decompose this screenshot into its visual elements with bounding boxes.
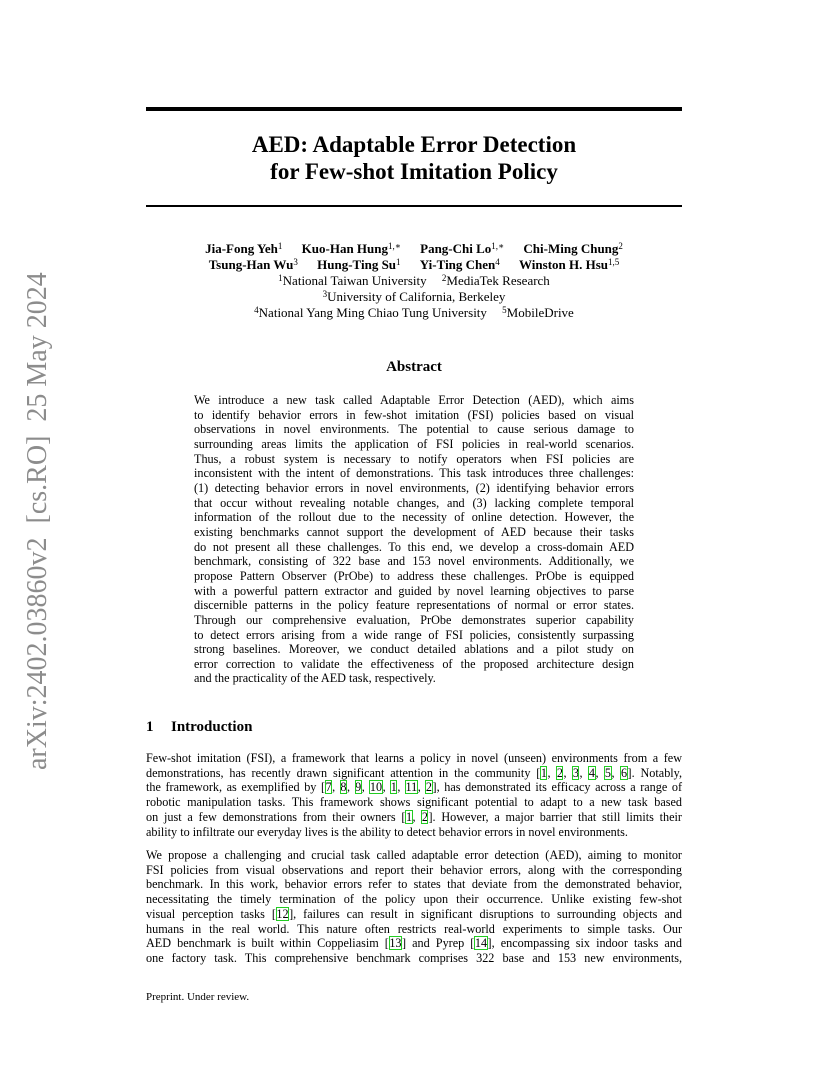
paragraph-line: demonstrations, has recently drawn significant attention in the community [1, 2, 3, 4, 5, 6]. Notably, [146,765,683,780]
abstract-line: discernible patterns in the policy feature representations of normal or error states. [194,598,634,613]
title-top-rule [146,107,682,111]
arxiv-identifier: arXiv:2402.03860v2 [cs.RO] 25 May 2024 [22,272,53,770]
citation-link[interactable]: 8 [340,780,347,795]
paper-title [146,131,682,185]
paragraph-line: ability to infiltrate our everyday lives is the ability to detect behavior errors in novel environments. [146,824,628,839]
citation-link[interactable]: 6 [620,765,628,780]
citation-link[interactable]: 2 [425,780,433,795]
citation-link[interactable]: 9 [355,780,362,795]
abstract-line: information of the rollout due to the necessity of online detection. However, the [194,510,634,525]
abstract-line: inconsistent with the intent of demonstrations. This task introduces three challenges: [194,466,634,481]
intro-paragraph-1 [146,751,682,839]
citation-link[interactable]: 4 [588,765,595,780]
intro-paragraph-2 [146,848,682,966]
author-block [146,241,682,321]
citation-link[interactable]: 13 [389,936,402,951]
citation-link[interactable]: 1 [540,765,547,780]
paragraph-line: necessitating the timely termination of the policy upon their occurrence. Unlike existing few-shot [146,892,682,907]
abstract-line: to detect errors arising from a wide range of FSI policies, consistently surpassing [194,627,634,642]
abstract-line: surrounding areas limits the application of FSI policies in real-world scenarios. [194,436,634,451]
citation-link[interactable]: 1 [390,780,397,795]
affiliation: $^4$National Yang Ming Chiao Tung University [254,305,487,320]
affiliation-row-2 [146,289,682,305]
citation-link[interactable]: 10 [369,780,383,795]
paragraph-line: on just a few demonstrations from their owners [1, 2]. However, a major barrier that still limits their [146,809,682,824]
affiliation: $^2$MediaTek Research [441,273,550,288]
citation-link[interactable]: 12 [276,906,289,921]
paragraph-line: the framework, as exemplified by [7, 8, 9, 10, 1, 11, 2], has demonstrated its efficacy across a range of [146,780,683,795]
paragraph-line: We propose a challenging and crucial task called adaptable error detection (AED), aiming to monitor [146,848,682,862]
author-row-1 [146,241,682,257]
abstract-line: We introduce a new task called Adaptable Error Detection (AED), which aims [194,393,634,407]
abstract-line: Through our comprehensive evaluation, PrObe demonstrates superior capability [194,612,634,627]
affiliation: $^5$MobileDrive [502,305,574,320]
author: Hung-Ting Su$^1$ [317,257,401,272]
title-line-1: AED: Adaptable Error Detection [251,132,577,157]
abstract-line: to identify behavior errors in few-shot imitation (FSI) policies based on visual [194,407,634,422]
affiliation: $^3$University of California, Berkeley [322,289,506,304]
paragraph-line: AED benchmark is built within Coppeliasim [13] and Pyrep [14], encompassing six indoor tasks and [146,936,682,951]
abstract-body [194,393,634,686]
abstract-line: do not present all these challenges. To this end, we develop a cross-domain AED [194,539,634,554]
author: Tsung-Han Wu$^3$ [208,257,298,272]
paragraph-line: robotic manipulation tasks. This framework shows significant potential to adapt to a new task based [146,795,682,810]
abstract-line: strong baselines. Moreover, we conduct detailed ablations and a pilot study on [194,642,634,657]
section-number: 1 [146,719,154,735]
affiliation-row-3 [146,305,682,321]
abstract-line: that occur without revealing notable changes, and (3) lacking complete temporal [194,495,634,510]
paragraph-line: FSI policies from visual observations and report their behavior errors, along with the corresponding [146,862,682,877]
paragraph-line: Few-shot imitation (FSI), a framework that learns a policy in novel (unseen) environments from a few [146,751,682,765]
abstract-line: benchmark, consisting of 322 base and 153 novel environments. Additionally, we [194,554,634,569]
citation-link[interactable]: 14 [474,936,488,951]
abstract-line: (1) detecting behavior errors in novel environments, (2) identifying behavior errors [194,480,634,495]
paragraph-line: visual perception tasks [12], failures can result in significant disruptions to surrounding objects and [146,906,682,921]
section-title: Introduction [171,719,253,735]
citation-link[interactable]: 5 [604,765,612,780]
footer-note: Preprint. Under review. [146,991,250,1003]
citation-link[interactable]: 11 [405,780,418,795]
section-heading-introduction [146,718,252,736]
author: Yi-Ting Chen$^4$ [419,257,500,272]
citation-link[interactable]: 2 [556,765,563,780]
paragraph-line: humans in the real world. This nature often restricts real-world experiments to simple tasks. Our [146,921,682,936]
abstract-line: error correction to validate the effectiveness of the proposed architecture design [194,656,634,671]
citation-link[interactable]: 3 [572,765,579,780]
author: Kuo-Han Hung$^{1,∗}$ [301,241,401,256]
abstract-line: with a powerful pattern extractor and guided by novel learning objectives to parse [194,583,634,598]
author: Jia-Fong Yeh$^1$ [205,241,283,256]
abstract-line: and the practicality of the AED task, respectively. [194,671,436,686]
abstract-heading: Abstract [386,359,442,375]
author: Winston H. Hsu$^{1,5}$ [519,257,620,272]
citation-link[interactable]: 7 [325,780,332,795]
paragraph-line: one factory task. This comprehensive benchmark comprises 322 base and 153 new environments, [146,950,682,965]
paragraph-line: benchmark. In this work, behavior errors refer to states that deviate from the demonstrated behavior, [146,877,682,892]
author-row-2 [146,257,682,273]
abstract-line: propose Pattern Observer (PrObe) to address these challenges. PrObe is equipped [194,568,634,583]
title-line-2: for Few-shot Imitation Policy [270,159,558,184]
citation-link[interactable]: 2 [421,809,428,824]
title-bottom-rule [146,205,682,207]
abstract-line: existing benchmarks cannot support the development of AED because their tasks [194,524,634,539]
abstract-line: observations in novel environments. The potential to cause serious damage to [194,422,634,437]
citation-link[interactable]: 1 [405,809,413,824]
abstract-line: Thus, a robust system is necessary to notify operators when FSI policies are [194,451,634,466]
affiliation-row-1 [146,273,682,289]
author: Pang-Chi $Lo^{1,∗}$ [420,241,505,256]
affiliation: $^1$National Taiwan University [278,273,427,288]
author: Chi-Ming Chung$^2$ [523,241,623,256]
